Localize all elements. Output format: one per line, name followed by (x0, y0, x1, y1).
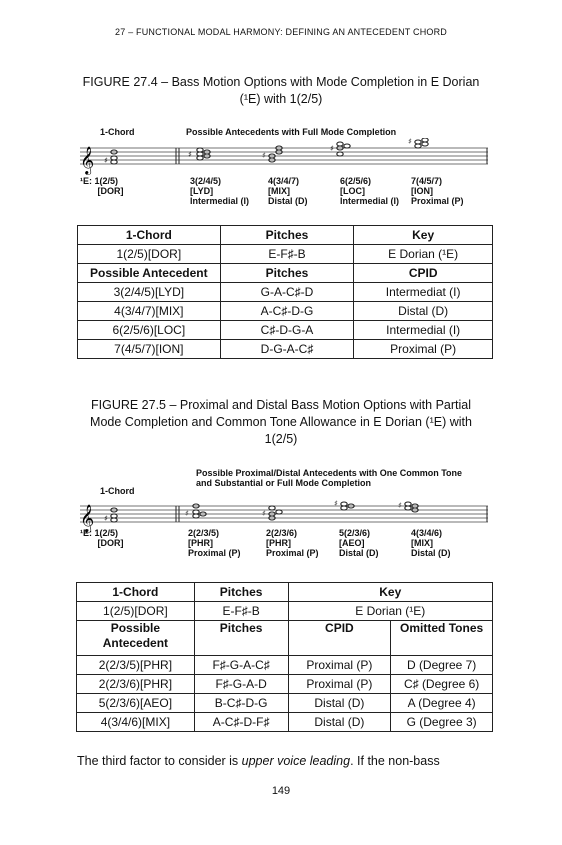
table-cell: Distal (D) (288, 694, 391, 713)
table-row (77, 675, 493, 694)
col-header: Possible Antecedent (78, 264, 221, 283)
table-cell: G (Degree 3) (391, 713, 493, 732)
col-header: Pitches (220, 226, 354, 245)
table-cell: C♯ (Degree 6) (391, 675, 493, 694)
col-header: Omitted Tones (391, 621, 493, 656)
sharp-icon: ♯ (104, 514, 108, 523)
table-cell: Distal (D) (288, 713, 391, 732)
sharp-icon: ♯ (185, 509, 189, 518)
col-header: Pitches (194, 621, 288, 656)
chord-label: 4(3/4/6) [MIX] Distal (D) (411, 528, 451, 558)
table-cell: F♯-G-A-D (194, 675, 288, 694)
caption-line: (¹E) with 1(2/5) (239, 92, 323, 106)
table-cell: Intermediat (I) (354, 283, 493, 302)
figure-27-5-staff (78, 466, 498, 566)
table-cell: E-F♯-B (194, 602, 288, 621)
table-row (78, 302, 493, 321)
sharp-icon: ♯ (398, 501, 402, 510)
table-cell: Distal (D) (354, 302, 493, 321)
table-cell: 5(2/3/6)[AEO] (77, 694, 195, 713)
table-cell: 4(3/4/6)[MIX] (77, 713, 195, 732)
chord-label: 3(2/4/5) [LYD] Intermedial (I) (190, 176, 250, 206)
chord-label: 4(3/4/7) [MIX] Distal (D) (268, 176, 308, 206)
table-cell: E Dorian (¹E) (288, 602, 493, 621)
col-header: Pitches (194, 583, 288, 602)
table-cell: 4(3/4/7)[MIX] (78, 302, 221, 321)
treble-clef-icon: 𝄞 (80, 146, 95, 174)
figure-27-5-caption (70, 397, 492, 448)
table-cell: F♯-G-A-C♯ (194, 656, 288, 675)
col-header: Key (288, 583, 493, 602)
caption-line: FIGURE 27.5 – Proximal and Distal Bass Motion Options with Partial (90, 398, 471, 412)
table-cell: G-A-C♯-D (220, 283, 354, 302)
table-cell: E-F♯-B (220, 245, 354, 264)
figure-27-5-table (76, 582, 493, 732)
figure-27-4-staff (78, 124, 498, 208)
table-cell: 6(2/5/6)[LOC] (78, 321, 221, 340)
col-header: CPID (354, 264, 493, 283)
figure-27-4-caption (70, 74, 492, 108)
caption-line: Mode Completion and Common Tone Allowance in E Dorian (¹E) with (90, 415, 472, 429)
sharp-icon: ♯ (104, 156, 108, 165)
chord-label: ¹E: 1(2/5) [DOR] (80, 528, 124, 548)
staff-title: 1-Chord (100, 486, 135, 496)
sharp-icon: ♯ (408, 138, 412, 146)
body-paragraph: The third factor to consider is upper voice leading. If the non-bass (77, 754, 440, 768)
chord-label: 7(4/5/7) [ION] Proximal (P) (411, 176, 464, 206)
col-header: CPID (288, 621, 391, 656)
table-row (78, 283, 493, 302)
table-cell: 1(2/5)[DOR] (77, 602, 195, 621)
table-row (77, 694, 493, 713)
table-cell: 2(2/3/6)[PHR] (77, 675, 195, 694)
table-cell: 1(2/5)[DOR] (78, 245, 221, 264)
sharp-icon: ♯ (330, 144, 334, 153)
staff-title: Possible Antecedents with Full Mode Completion (186, 127, 397, 137)
table-row (78, 340, 493, 359)
table-cell: D-G-A-C♯ (220, 340, 354, 359)
table-row (77, 713, 493, 732)
chord-label: 2(2/3/6) [PHR] Proximal (P) (266, 528, 319, 558)
table-cell: Proximal (P) (288, 656, 391, 675)
col-header: 1-Chord (78, 226, 221, 245)
table-cell: A (Degree 4) (391, 694, 493, 713)
col-header: Key (354, 226, 493, 245)
table-cell: Proximal (P) (288, 675, 391, 694)
table-row (77, 656, 493, 675)
treble-clef-icon: 𝄞 (80, 504, 95, 532)
running-header: 27 – FUNCTIONAL MODAL HARMONY: DEFINING AN ANTECEDENT CHORD (114, 27, 448, 37)
emphasis: upper voice leading (241, 754, 351, 768)
chord-label: ¹E: 1(2/5) [DOR] (80, 176, 124, 196)
table-row (78, 321, 493, 340)
table-cell: E Dorian (¹E) (354, 245, 493, 264)
table-cell: B-C♯-D-G (194, 694, 288, 713)
table-cell: A-C♯-D-G (220, 302, 354, 321)
sharp-icon: ♯ (262, 151, 266, 160)
staff-title: 1-Chord (100, 127, 135, 137)
col-header: Possible Antecedent (77, 621, 195, 656)
staff-title: Possible Proximal/Distal Antecedents with One Common Tone and Substantial or Full Mode Completion (196, 468, 463, 488)
table-cell: 7(4/5/7)[ION] (78, 340, 221, 359)
col-header: 1-Chord (77, 583, 195, 602)
chord-label: 2(2/3/5) [PHR] Proximal (P) (188, 528, 241, 558)
caption-line: FIGURE 27.4 – Bass Motion Options with Mode Completion in E Dorian (82, 75, 480, 89)
table-cell: D (Degree 7) (391, 656, 493, 675)
sharp-icon: ♯ (262, 509, 266, 518)
page-number: 149 (271, 785, 291, 797)
chord-label: 5(2/3/6) [AEO] Distal (D) (339, 528, 379, 558)
table-cell: Intermedial (I) (354, 321, 493, 340)
sharp-icon: ♯ (334, 499, 338, 508)
col-header: Pitches (220, 264, 354, 283)
table-cell: A-C♯-D-F♯ (194, 713, 288, 732)
table-cell: 3(2/4/5)[LYD] (78, 283, 221, 302)
sharp-icon: ♯ (188, 150, 192, 159)
table-cell: 2(2/3/5)[PHR] (77, 656, 195, 675)
caption-line: 1(2/5) (264, 432, 298, 446)
chord-label: 6(2/5/6) [LOC] Intermedial (I) (340, 176, 400, 206)
table-cell: C♯-D-G-A (220, 321, 354, 340)
table-cell: Proximal (P) (354, 340, 493, 359)
figure-27-4-table (77, 225, 493, 359)
